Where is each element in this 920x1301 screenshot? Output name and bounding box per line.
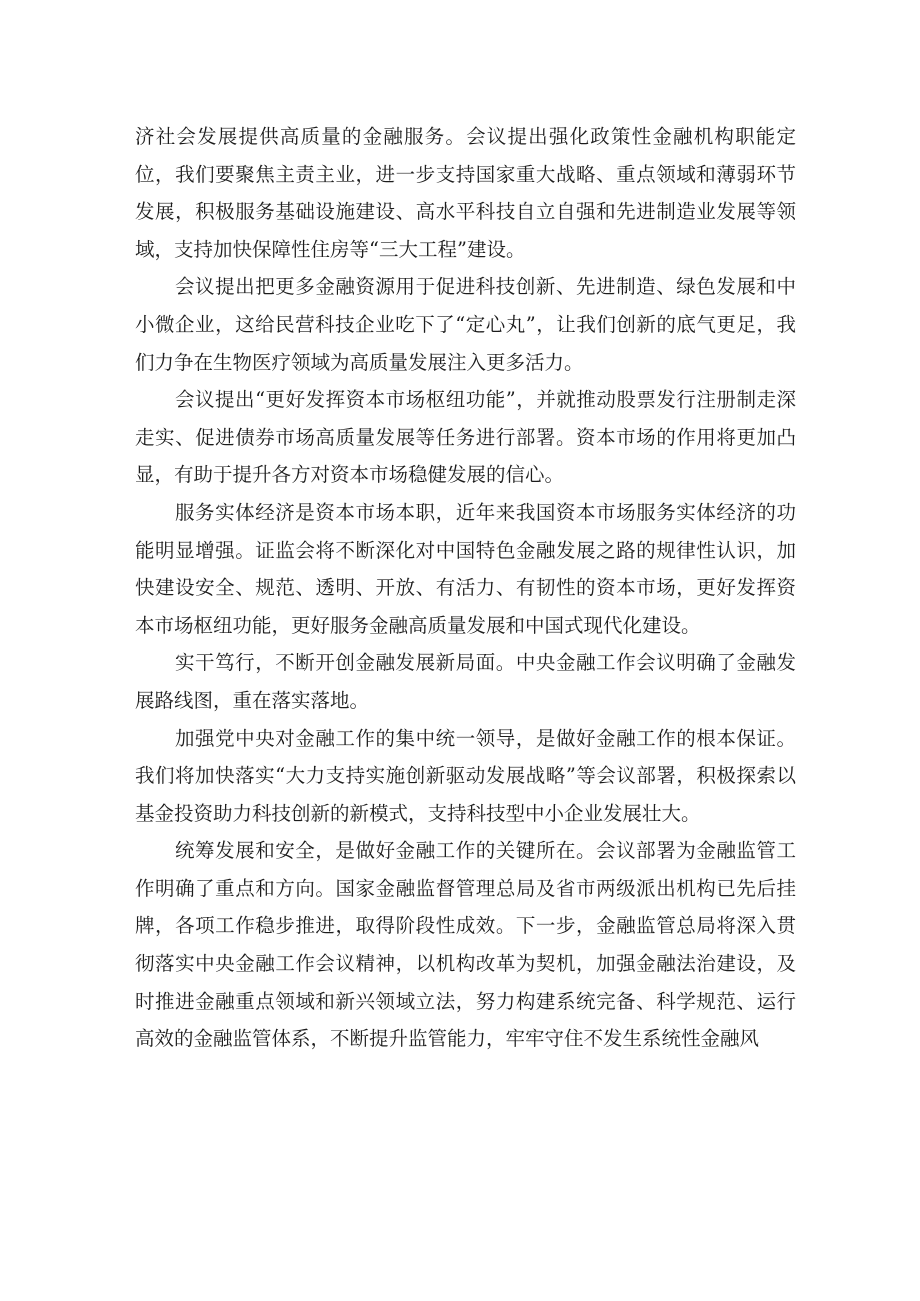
- paragraph-7: 统筹发展和安全，是做好金融工作的关键所在。会议部署为金融监管工作明确了重点和方向。国家金融监督管理总局及省市两级派出机构已先后挂牌，各项工作稳步推进，取得阶段性成效。下一步，金融监管总局将深入贯彻落实中央金融工作会议精神，以机构改革为契机，加强金融法治建设，及时推进金融重点领域和新兴领域立法，努力构建系统完备、科学规范、运行高效的金融监管体系，不断提升监管能力，牢牢守住不发生系统性金融风: [135, 839, 796, 1051]
- paragraph-1: 济社会发展提供高质量的金融服务。会议提出强化政策性金融机构职能定位，我们要聚焦主责主业，进一步支持国家重大战略、重点领域和薄弱环节发展，积极服务基础设施建设、高水平科技自立自强和先进制造业发展等领域，支持加快保障性住房等“三大工程”建设。: [135, 125, 796, 261]
- paragraph-2: 会议提出把更多金融资源用于促进科技创新、先进制造、绿色发展和中小微企业，这给民营科技企业吃下了“定心丸”，让我们创新的底气更足，我们力争在生物医疗领域为高质量发展注入更多活力。: [135, 275, 796, 374]
- paragraph-3: 会议提出“更好发挥资本市场枢纽功能”，并就推动股票发行注册制走深走实、促进债券市场高质量发展等任务进行部署。资本市场的作用将更加凸显，有助于提升各方对资本市场稳健发展的信心。: [135, 388, 796, 487]
- paragraph-5: 实干笃行，不断开创金融发展新局面。中央金融工作会议明确了金融发展路线图，重在落实落地。: [135, 651, 796, 712]
- paragraph-4: 服务实体经济是资本市场本职，近年来我国资本市场服务实体经济的功能明显增强。证监会将不断深化对中国特色金融发展之路的规律性认识，加快建设安全、规范、透明、开放、有活力、有韧性的资本市场，更好发挥资本市场枢纽功能，更好服务金融高质量发展和中国式现代化建设。: [135, 500, 796, 637]
- paragraph-6: 加强党中央对金融工作的集中统一领导，是做好金融工作的根本保证。我们将加快落实“大力支持实施创新驱动发展战略”等会议部署，积极探索以基金投资助力科技创新的新模式，支持科技型中小企业发展壮大。: [135, 726, 796, 825]
